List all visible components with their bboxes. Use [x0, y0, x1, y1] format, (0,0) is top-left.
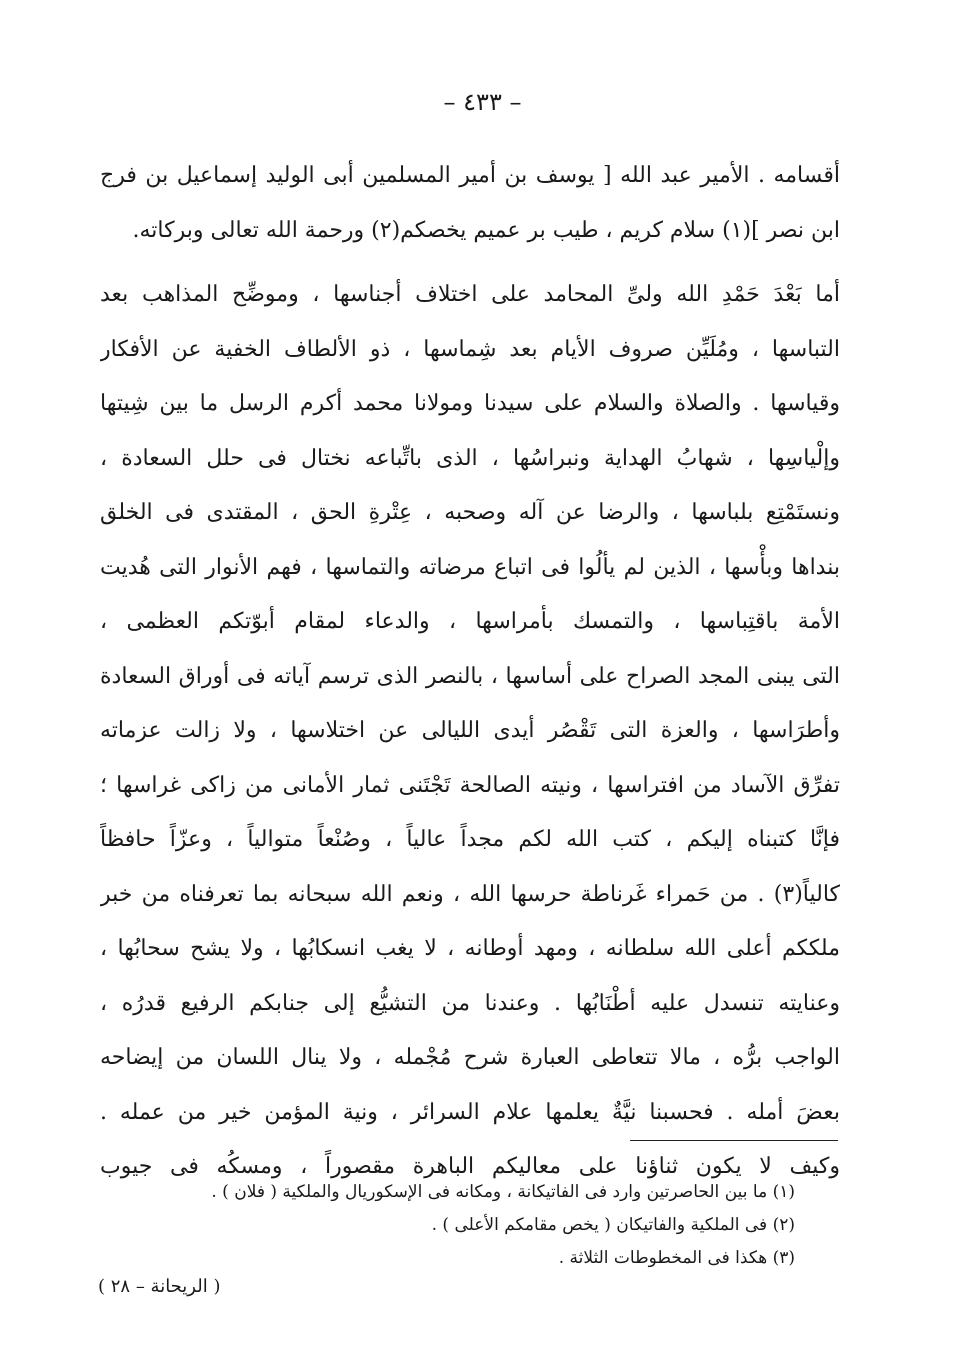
footnote-1: (١) ما بين الحاصرتين وارد فى الفاتيكانة ، ومكانه فى الإسكوريال والملكية ( فلان ) .	[211, 1182, 795, 1202]
text-line: الواجب برُّه ، مالا تتعاطى العبارة شرح مُجْمله ، ولا ينال اللسان من إيضاحه	[100, 1045, 840, 1070]
footnote-2: (٢) فى الملكية والفاتيكان ( يخص مقامكم الأعلى ) .	[431, 1215, 795, 1235]
text-line: أقسامه . الأمير عبد الله [ يوسف بن أمير المسلمين أبى الوليد إسماعيل بن فرج	[100, 163, 840, 188]
text-line: وقياسها . والصلاة والسلام على سيدنا ومولانا محمد أكرم الرسل ما بين شِيتها	[100, 391, 840, 416]
text-line: وأطرَاسها ، والعزة التى تَقْصُر أيدى الليالى عن اختلاسها ، ولا زالت عزماته	[100, 718, 840, 743]
text-line: ابن نصر ](١) سلام كريم ، طيب بر عميم يخصكم(٢) ورحمة الله تعالى وبركاته.	[132, 218, 840, 243]
text-line: وإلْياسِها ، شهابُ الهداية ونبراسُها ، الذى باتِّباعه نختال فى حلل السعادة ،	[100, 445, 840, 471]
text-line: الأمة باقتِباسها ، والتمسك بأمراسها ، والدعاء لمقام أبوّتكم العظمى ،	[100, 609, 840, 634]
intro-paragraph	[100, 148, 840, 258]
text-line: تفرِّق الآساد من افتراسها ، ونيته الصالحة تَجْتَنى ثمار الأمانى من زاكى غراسها ؛	[100, 772, 840, 798]
text-line: ونستَمْتِع بلباسها ، والرضا عن آله وصحبه ، عِتْرةِ الحق ، المقتدى فى الخلق	[100, 500, 840, 525]
text-line: وكيف لا يكون ثناؤنا على معاليكم الباهرة مقصوراً ، ومسكُه فى جيوب	[100, 1154, 840, 1179]
text-line: التباسها ، ومُلَيِّن صروف الأيام بعد شِماسها ، ذو الألطاف الخفية عن الأفكار	[100, 336, 840, 362]
text-line: أما بَعْدَ حَمْدِ الله ولىِّ المحامد على اختلاف أجناسها ، وموضِّح المذاهب بعد	[100, 282, 840, 307]
page-number: – ٤٣٣ –	[443, 88, 522, 116]
text-line: كالياً(٣) . من حَمراء غَرناطة حرسها الله ، ونعم الله سبحانه بما تعرفناه من خبر	[100, 881, 840, 907]
text-line: بنداها وبأْسها ، الذين لم يألُوا فى اتباع مرضاته والتماسها ، فهم الأنوار التى هُديت	[100, 554, 840, 580]
text-line: ملككم أعلى الله سلطانه ، ومهد أوطانه ، لا يغب انسكابُها ، ولا يشح سحابُها ،	[100, 936, 840, 961]
signature-mark: ( الريحانة – ٢٨ )	[98, 1276, 221, 1297]
text-line: وعنايته تنسدل عليه أطْنَابُها . وعندنا من التشيُّع إلى جنابكم الرفيع قدرُه ،	[100, 990, 840, 1016]
body-paragraph	[100, 268, 840, 1195]
text-line: فإنَّا كتبناه إليكم ، كتب الله لكم مجداً عالياً ، وصُنْعاً متوالياً ، وعزّاً حافظاً	[100, 827, 840, 852]
text-line: التى يبنى المجد الصراح على أساسها ، بالنصر الذى ترسم آياته فى أوراق السعادة	[100, 663, 840, 689]
text-line: بعضَ أمله . فحسبنا نيَّةٌ يعلمها علام السرائر ، ونية المؤمن خير من عمله .	[100, 1099, 840, 1125]
footnotes	[170, 1176, 795, 1275]
footnote-3: (٣) هكذا فى المخطوطات الثلاثة .	[558, 1248, 795, 1268]
footnote-divider	[630, 1140, 838, 1141]
